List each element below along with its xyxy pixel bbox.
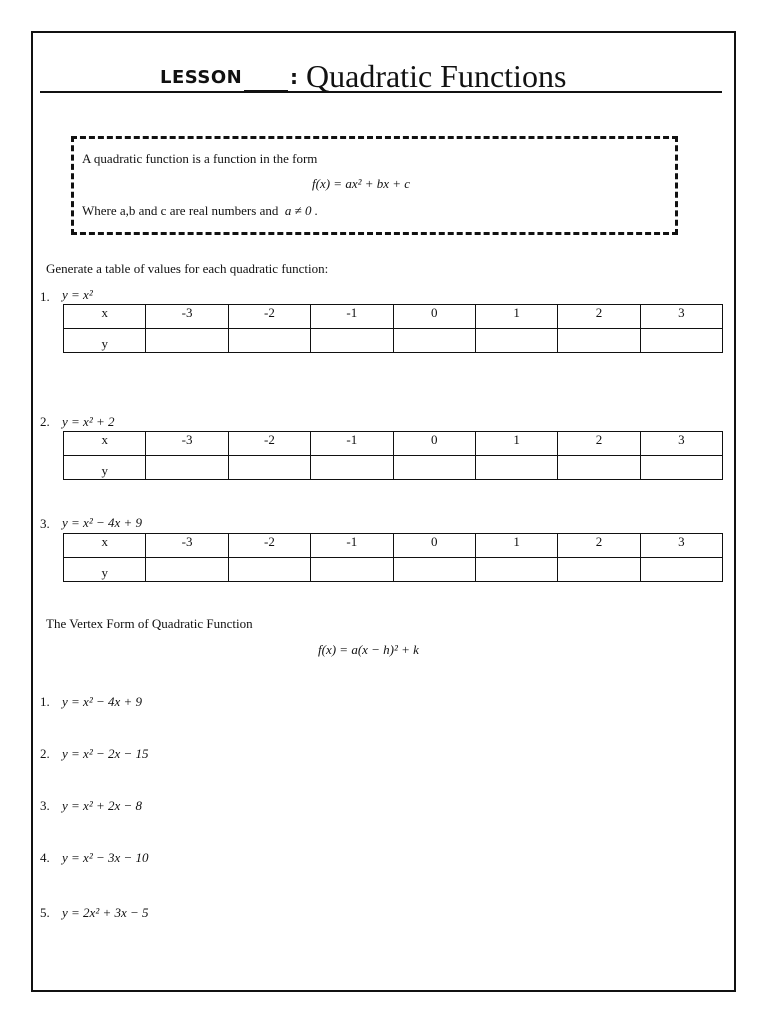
problem-equation: y = x² − 3x − 10: [62, 850, 149, 865]
instructions-text: Generate a table of values for each quadratic function:: [46, 261, 329, 276]
table-cell: 2: [558, 305, 640, 329]
answer-cell[interactable]: [558, 329, 640, 353]
answer-cell[interactable]: [228, 456, 310, 480]
table-of-values: [63, 533, 723, 582]
answer-cell[interactable]: [228, 558, 310, 582]
answer-cell[interactable]: [393, 329, 475, 353]
table-cell: 3: [640, 432, 722, 456]
answer-cell[interactable]: [475, 329, 557, 353]
answer-cell[interactable]: [640, 558, 722, 582]
table-cell: -2: [228, 432, 310, 456]
nonzero-condition: a ≠ 0 .: [284, 203, 318, 218]
table-row-y: [64, 558, 723, 582]
vertex-form-formula: f(x) = a(x − h)² + k: [318, 642, 419, 657]
problem-equation: y = x² + 2: [62, 414, 115, 429]
section-heading: The Vertex Form of Quadratic Function: [46, 616, 253, 631]
table-row-x: [64, 432, 723, 456]
table-cell: x: [64, 432, 146, 456]
table-cell: x: [64, 534, 146, 558]
table-cell: -3: [146, 534, 228, 558]
problem-number: 4.: [40, 850, 50, 865]
table-cell: -1: [311, 432, 393, 456]
table-cell: 3: [640, 534, 722, 558]
problem-number: 1.: [40, 694, 50, 709]
answer-cell[interactable]: [475, 456, 557, 480]
table-cell: 0: [393, 305, 475, 329]
table-row-x: [64, 305, 723, 329]
answer-cell[interactable]: [146, 456, 228, 480]
table-cell: 2: [558, 432, 640, 456]
answer-cell[interactable]: [558, 456, 640, 480]
table-of-values: [63, 304, 723, 353]
table-cell: 3: [640, 305, 722, 329]
table-cell: -3: [146, 305, 228, 329]
table-cell: 1: [475, 534, 557, 558]
problem-equation: y = x²: [62, 287, 93, 302]
answer-cell[interactable]: [311, 329, 393, 353]
definition-condition-text: Where a,b and c are real numbers and a ≠ 0 .: [82, 203, 318, 218]
table-cell: 0: [393, 432, 475, 456]
answer-cell[interactable]: [558, 558, 640, 582]
problem-equation: y = x² − 2x − 15: [62, 746, 149, 761]
table-cell: y: [64, 329, 146, 353]
page-title: Quadratic Functions: [306, 58, 567, 94]
problem-equation: y = x² − 4x + 9: [62, 694, 143, 709]
problem-equation: y = x² − 4x + 9: [62, 515, 143, 530]
problem-number: 3.: [40, 516, 50, 531]
answer-cell[interactable]: [311, 456, 393, 480]
answer-cell[interactable]: [228, 329, 310, 353]
table-cell: 1: [475, 305, 557, 329]
standard-form-formula: f(x) = ax² + bx + c: [312, 176, 411, 191]
problem-number: 3.: [40, 798, 50, 813]
title-colon: :: [290, 65, 298, 89]
answer-cell[interactable]: [393, 558, 475, 582]
lesson-label: LESSON: [160, 67, 243, 88]
answer-cell[interactable]: [311, 558, 393, 582]
problem-equation: y = x² + 2x − 8: [62, 798, 143, 813]
answer-cell[interactable]: [640, 329, 722, 353]
lesson-number-blank: [244, 90, 288, 92]
table-of-values: [63, 431, 723, 480]
answer-cell[interactable]: [146, 558, 228, 582]
table-cell: -1: [311, 305, 393, 329]
problem-number: 1.: [40, 289, 50, 304]
table-cell: 1: [475, 432, 557, 456]
answer-cell[interactable]: [640, 456, 722, 480]
table-cell: -2: [228, 305, 310, 329]
problem-number: 5.: [40, 905, 50, 920]
table-row-y: [64, 456, 723, 480]
answer-cell[interactable]: [393, 456, 475, 480]
table-cell: -2: [228, 534, 310, 558]
table-cell: -1: [311, 534, 393, 558]
table-cell: 0: [393, 534, 475, 558]
definition-text: A quadratic function is a function in the form: [82, 151, 318, 166]
table-cell: y: [64, 456, 146, 480]
table-row-x: [64, 534, 723, 558]
answer-cell[interactable]: [146, 329, 228, 353]
table-row-y: [64, 329, 723, 353]
answer-cell[interactable]: [475, 558, 557, 582]
table-cell: y: [64, 558, 146, 582]
table-cell: x: [64, 305, 146, 329]
problem-equation: y = 2x² + 3x − 5: [62, 905, 149, 920]
problem-number: 2.: [40, 746, 50, 761]
table-cell: -3: [146, 432, 228, 456]
table-cell: 2: [558, 534, 640, 558]
problem-number: 2.: [40, 414, 50, 429]
